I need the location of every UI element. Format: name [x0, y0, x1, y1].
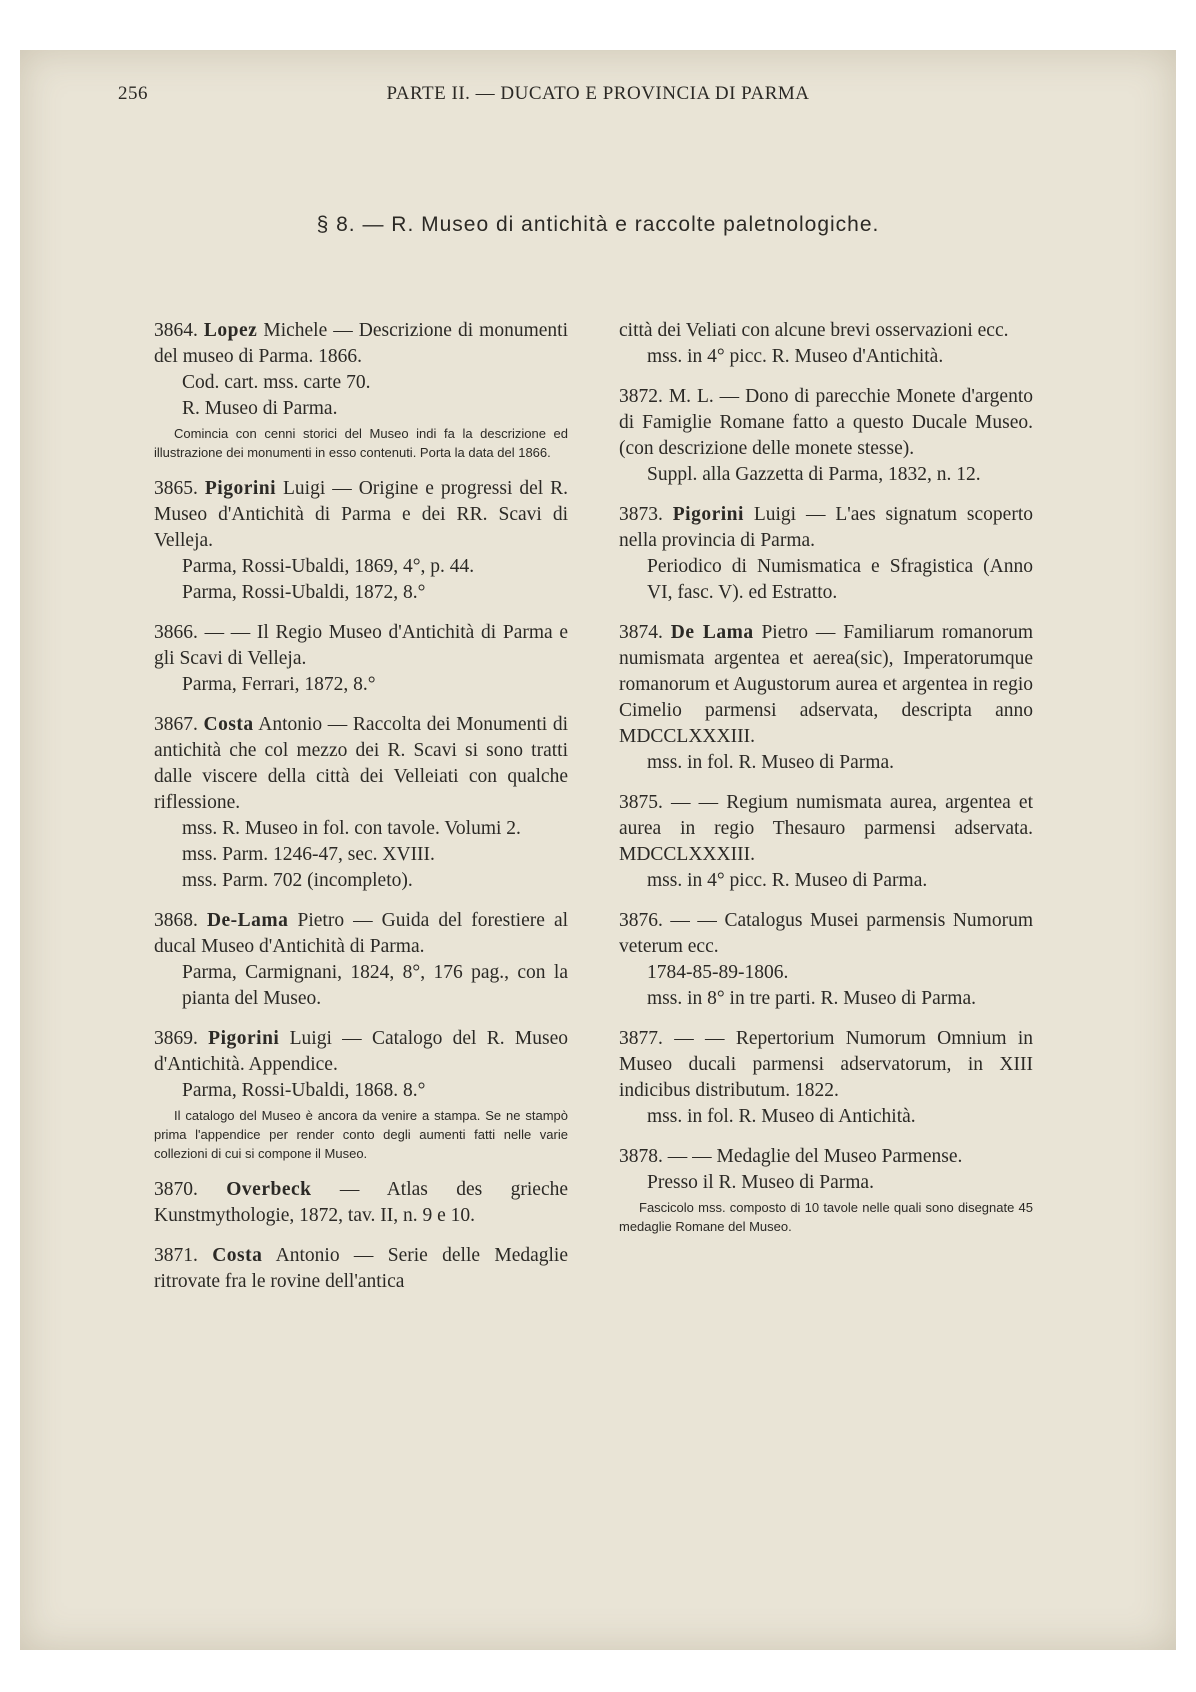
entry-number: 3867.	[154, 714, 198, 735]
page-number: 256	[118, 83, 148, 104]
entry-author: De-Lama	[206, 910, 289, 931]
entry-title: Antonio — Serie delle Medaglie ritrovate fra le rovine dell'antica	[154, 1245, 568, 1292]
entry-number: 3869.	[154, 1028, 198, 1049]
entry-title: — — Catalogus Musei parmensis Numorum veterum ecc.	[619, 910, 1034, 957]
entry-title: Luigi — Catalogo del R. Museo d'Antichità. Appendice.	[154, 1028, 569, 1075]
entry-heading	[619, 318, 1033, 344]
entry-title: Antonio — Raccolta dei Monumenti di antichità che col mezzo dei R. Scavi si sono tratti dalle viscere della città dei Velleiati con qualche riflessione.	[154, 714, 569, 813]
right-column	[619, 318, 1033, 1250]
entry-number: 3872.	[619, 386, 663, 407]
entry-heading	[154, 1026, 568, 1078]
entry-title: — — Regium numismata aurea, argentea et aurea in regio Thesauro parmensi adservata. MDCCLXXXIII.	[619, 792, 1033, 865]
entry-note: Comincia con cenni storici del Museo indi fa la descrizione ed illustrazione dei monumenti in esso contenuti. Porta la data del 1866.	[154, 426, 568, 460]
entry-author: Pigorini	[204, 478, 277, 499]
bibliography-entry	[619, 790, 1033, 894]
entry-number: 3873.	[619, 504, 663, 525]
entry-note: Il catalogo del Museo è ancora da venire a stampa. Se ne stampò prima l'appendice per render conto degli aumenti fatti nelle varie collezioni di cui si compone il Museo.	[154, 1108, 568, 1161]
bibliography-entry	[154, 476, 568, 606]
entry-title: Pietro — Guida del forestiere al ducal Museo d'Antichità di Parma.	[154, 910, 569, 957]
entry-heading	[619, 790, 1033, 868]
entry-heading	[154, 1177, 568, 1229]
entry-number: 3870.	[154, 1179, 198, 1200]
entry-title: — — Medaglie del Museo Parmense.	[667, 1146, 963, 1167]
entry-title: — Atlas des grieche Kunstmythologie, 1872, tav. II, n. 9 e 10.	[154, 1179, 568, 1226]
entry-author: Pigorini	[672, 504, 744, 525]
entry-heading	[154, 318, 568, 370]
entry-imprint: Periodico di Numismatica e Sfragistica (Anno VI, fasc. V). ed Estratto.	[647, 556, 1033, 603]
entry-heading	[154, 712, 568, 816]
bibliography-entry	[154, 712, 568, 894]
entry-author: Costa	[203, 714, 254, 735]
entry-imprint: mss. in 8° in tre parti. R. Museo di Parma.	[647, 988, 976, 1009]
bibliography-entry	[619, 908, 1033, 1012]
entry-heading	[154, 476, 568, 554]
entry-number: 3868.	[154, 910, 198, 931]
entry-heading	[154, 908, 568, 960]
entry-number: 3877.	[619, 1028, 663, 1049]
entry-imprint: Parma, Rossi-Ubaldi, 1868. 8.°	[182, 1080, 426, 1101]
entry-note: Fascicolo mss. composto di 10 tavole nelle quali sono disegnate 45 medaglie Romane del Museo.	[619, 1200, 1033, 1234]
bibliography-entry	[154, 1243, 568, 1295]
entry-title: città dei Veliati con alcune brevi osservazioni ecc.	[619, 320, 1009, 341]
entry-title: M. L. — Dono di parecchie Monete d'argento di Famiglie Romane fatto a questo Ducale Museo. (con descrizione delle monete stesse).	[619, 386, 1033, 459]
entry-heading	[619, 1026, 1033, 1104]
entry-imprint: Cod. cart. mss. carte 70.	[182, 372, 371, 393]
entry-heading	[154, 1243, 568, 1295]
entry-author: Pigorini	[208, 1028, 280, 1049]
bibliography-entry	[154, 1177, 568, 1229]
entry-imprint: Parma, Rossi-Ubaldi, 1872, 8.°	[182, 582, 426, 603]
entry-number: 3864.	[154, 320, 198, 341]
entry-title: — — Il Regio Museo d'Antichità di Parma e gli Scavi di Velleja.	[154, 622, 569, 669]
entry-title: — — Repertorium Numorum Omnium in Museo ducali parmensi adservatorum, in XIII indicibus distributum. 1822.	[619, 1028, 1034, 1101]
bibliography-entry	[619, 1026, 1033, 1130]
entry-author: De Lama	[670, 622, 754, 643]
entry-imprint: mss. in fol. R. Museo di Antichità.	[647, 1106, 916, 1127]
bibliography-entry	[619, 620, 1033, 776]
left-column	[154, 318, 568, 1309]
entry-title: Pietro — Familiarum romanorum numismata argentea et aerea(sic), Imperatorumque romanorum et Augustorum aurea et argentea in regio Cimelio parmensi adservata, descripta anno MDCCLXXXIII.	[619, 622, 1034, 747]
entry-title: Luigi — Origine e progressi del R. Museo d'Antichità di Parma e dei RR. Scavi di Velleja.	[154, 478, 569, 551]
entry-number: 3874.	[619, 622, 663, 643]
entry-title: Michele — Descrizione di monumenti del museo di Parma. 1866.	[154, 320, 568, 367]
entry-author: Overbeck	[226, 1179, 312, 1200]
entry-imprint: R. Museo di Parma.	[182, 398, 338, 419]
entry-imprint: mss. in fol. R. Museo di Parma.	[647, 752, 894, 773]
section-title: § 8. — R. Museo di antichità e raccolte paletnologiche.	[316, 213, 880, 236]
entry-imprint: Suppl. alla Gazzetta di Parma, 1832, n. 12.	[647, 464, 981, 485]
bibliography-entry	[619, 384, 1033, 488]
bibliography-entry	[154, 620, 568, 698]
entry-number: 3871.	[154, 1245, 198, 1266]
running-head: PARTE II. — DUCATO E PROVINCIA DI PARMA	[386, 83, 810, 104]
entry-heading	[619, 1144, 1033, 1170]
bibliography-entry	[619, 502, 1033, 606]
entry-imprint: mss. R. Museo in fol. con tavole. Volumi 2.	[182, 818, 521, 839]
entry-heading	[619, 502, 1033, 554]
entry-heading	[619, 908, 1033, 960]
entry-heading	[154, 620, 568, 672]
bibliography-entry	[154, 1026, 568, 1163]
entry-imprint: Parma, Carmignani, 1824, 8°, 176 pag., con la pianta del Museo.	[182, 962, 568, 1009]
entry-number: 3865.	[154, 478, 198, 499]
entry-number: 3878.	[619, 1146, 663, 1167]
entry-imprint: 1784-85-89-1806.	[647, 962, 789, 983]
bibliography-entry	[619, 1144, 1033, 1236]
entry-imprint: Parma, Rossi-Ubaldi, 1869, 4°, p. 44.	[182, 556, 475, 577]
entry-imprint: mss. Parm. 1246-47, sec. XVIII.	[182, 844, 435, 865]
entry-imprint: mss. in 4° picc. R. Museo d'Antichità.	[647, 346, 944, 367]
entry-number: 3866.	[154, 622, 198, 643]
entry-heading	[619, 384, 1033, 462]
entry-title: Luigi — L'aes signatum scoperto nella provincia di Parma.	[619, 504, 1033, 551]
entry-number: 3876.	[619, 910, 663, 931]
entry-author: Lopez	[203, 320, 258, 341]
entry-imprint: mss. Parm. 702 (incompleto).	[182, 870, 413, 891]
entry-imprint: Presso il R. Museo di Parma.	[647, 1172, 874, 1193]
bibliography-entry	[154, 908, 568, 1012]
entry-imprint: Parma, Ferrari, 1872, 8.°	[182, 674, 376, 695]
entry-heading	[619, 620, 1033, 750]
bibliography-entry	[619, 318, 1033, 370]
entry-number: 3875.	[619, 792, 663, 813]
entry-author: Costa	[212, 1245, 263, 1266]
entry-imprint: mss. in 4° picc. R. Museo di Parma.	[647, 870, 928, 891]
bibliography-entry	[154, 318, 568, 462]
